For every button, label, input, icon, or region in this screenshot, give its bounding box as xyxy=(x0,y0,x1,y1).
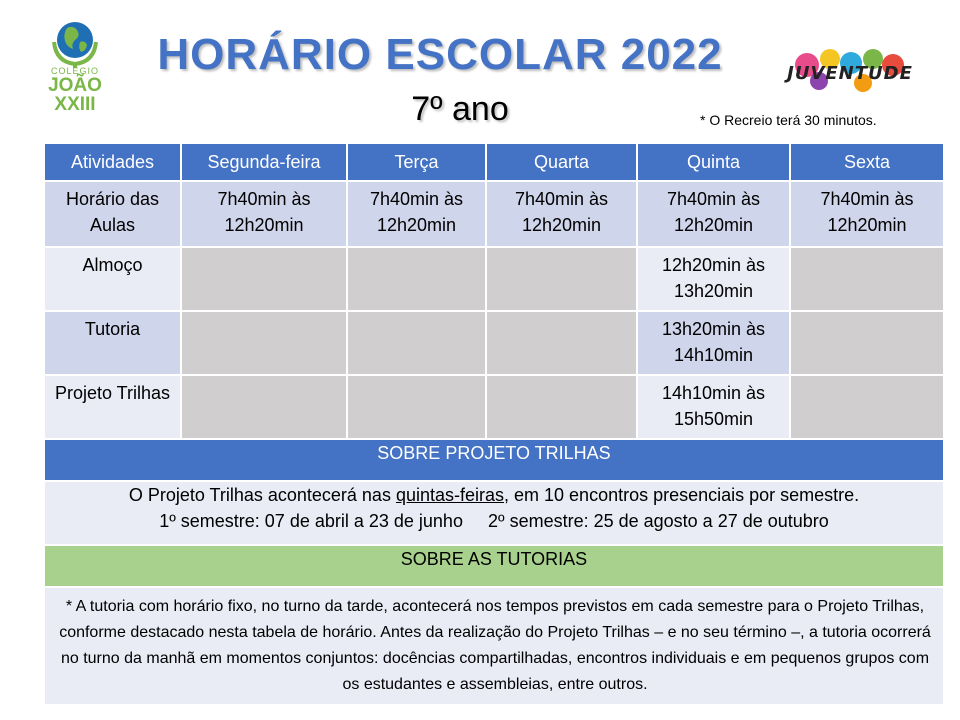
trilhas-heading-row xyxy=(44,439,944,481)
tutorias-heading-row xyxy=(44,545,944,587)
trilhas-line1-end: , em 10 encontros presenciais por semestre. xyxy=(504,485,860,505)
time-cell: 7h40min às 12h20min xyxy=(181,181,347,247)
column-header: Segunda-feira xyxy=(181,143,347,181)
time-cell: 7h40min às 12h20min xyxy=(347,181,486,247)
trilhas-heading: SOBRE PROJETO TRILHAS xyxy=(44,439,944,481)
school-small-label: COLÉGIO xyxy=(50,66,99,76)
column-header: Terça xyxy=(347,143,486,181)
table-row xyxy=(44,181,944,247)
empty-cell xyxy=(347,311,486,375)
activity-cell: Almoço xyxy=(44,247,181,311)
empty-cell xyxy=(181,311,347,375)
school-logo xyxy=(40,12,110,120)
trilhas-description xyxy=(44,481,944,545)
empty-cell xyxy=(181,247,347,311)
empty-cell xyxy=(486,247,637,311)
time-cell: 7h40min às 12h20min xyxy=(637,181,790,247)
time-cell: 7h40min às 12h20min xyxy=(486,181,637,247)
empty-cell xyxy=(347,247,486,311)
table-row xyxy=(44,311,944,375)
trilhas-semester1: 1º semestre: 07 de abril a 23 de junho xyxy=(159,511,463,531)
empty-cell xyxy=(486,375,637,439)
activity-cell: Projeto Trilhas xyxy=(44,375,181,439)
page-title: HORÁRIO ESCOLAR 2022 xyxy=(157,30,723,79)
tutorias-body-row xyxy=(44,587,944,705)
tutorias-text: * A tutoria com horário fixo, no turno da tarde, acontecerá nos tempos previstos em cada semestre para o Projeto Trilhas, conforme destacado nesta tabela de horário. Antes da realização do Projeto Trilhas – e no seu término –, a tutoria ocorrerá no turno da manhã em momentos conjuntos: docências compartilhadas, encontros individuais e em pequenos grupos com os estudantes e assembleias, entre outros. xyxy=(44,587,944,705)
column-header: Quarta xyxy=(486,143,637,181)
column-header: Atividades xyxy=(44,143,181,181)
time-cell: 12h20min às 13h20min xyxy=(637,247,790,311)
trilhas-line1-start: O Projeto Trilhas acontecerá nas xyxy=(128,485,396,505)
globe-icon xyxy=(40,12,110,68)
empty-cell xyxy=(790,247,944,311)
juventude-logo xyxy=(785,45,915,100)
time-cell: 13h20min às 14h10min xyxy=(637,311,790,375)
school-number: XXIII xyxy=(54,94,96,115)
column-header: Sexta xyxy=(790,143,944,181)
table-row xyxy=(44,375,944,439)
column-header: Quinta xyxy=(637,143,790,181)
empty-cell xyxy=(486,311,637,375)
page-subtitle: 7º ano xyxy=(411,90,509,128)
trilhas-semester2: 2º semestre: 25 de agosto a 27 de outubro xyxy=(487,511,829,531)
activity-cell: Tutoria xyxy=(44,311,181,375)
empty-cell xyxy=(790,311,944,375)
activity-cell: Horário das Aulas xyxy=(44,181,181,247)
school-name: JOÃO xyxy=(48,75,102,96)
table-header-row xyxy=(44,143,944,181)
schedule-table xyxy=(43,142,945,706)
time-cell: 7h40min às 12h20min xyxy=(790,181,944,247)
table-row xyxy=(44,247,944,311)
recess-note: * O Recreio terá 30 minutos. xyxy=(700,112,877,128)
empty-cell xyxy=(790,375,944,439)
juventude-logo-text: JUVENTUDE xyxy=(787,63,913,84)
trilhas-line1-underlined: quintas-feiras xyxy=(395,485,505,505)
empty-cell xyxy=(181,375,347,439)
trilhas-body-row xyxy=(44,481,944,545)
empty-cell xyxy=(347,375,486,439)
tutorias-heading: SOBRE AS TUTORIAS xyxy=(44,545,944,587)
time-cell: 14h10min às 15h50min xyxy=(637,375,790,439)
